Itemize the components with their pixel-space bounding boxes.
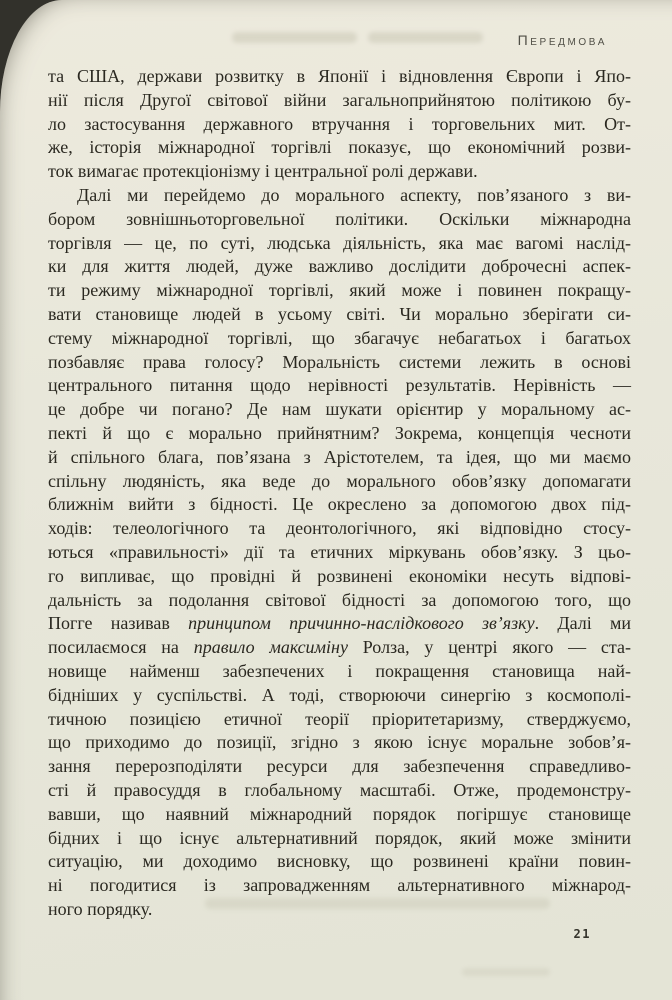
text-line [48, 446, 631, 470]
text-run: центрального питання щодо нерівності результатів. Нерівність — [48, 375, 631, 396]
text-line [48, 517, 631, 541]
text-line [48, 493, 631, 517]
text-run: пекті й що є морально прийнятним? Зокрема, концепція чесноти [48, 422, 631, 443]
text-line [48, 589, 631, 613]
text-run: Погге називав [48, 613, 189, 634]
text-line [48, 113, 631, 137]
text-line [48, 827, 631, 851]
text-run: позбавляє права голосу? Моральність системи лежить в основі [48, 351, 631, 372]
text-run: ло застосування державного втручання і торговельних мит. От- [48, 113, 631, 134]
text-run: це добре чи погано? Де нам шукати орієнтир у моральному ас- [48, 399, 631, 420]
text-run: та США, держави розвитку в Японії і відновлення Європи і Япо- [48, 66, 631, 86]
text-line [48, 803, 631, 827]
show-through-text [368, 32, 483, 43]
text-run: дальність за подолання світової бідності за допомогою того, що [48, 589, 631, 610]
text-run: що приходимо до позиції, згідно з якою існує моральне зобов’я- [48, 732, 631, 753]
text-run: тичною позицією етичної теорії пріоритетаризму, стверджуємо, [48, 708, 631, 729]
text-line [48, 708, 631, 732]
text-line [48, 279, 631, 303]
text-line [48, 208, 631, 232]
italic-run: правило максиміну [193, 637, 348, 658]
text-run: новище найменш забезпечених і покращення становища най- [48, 660, 631, 681]
text-line [48, 565, 631, 589]
text-run: Ролза, у центрі якого — ста- [347, 637, 631, 658]
text-line [48, 255, 631, 279]
text-line [48, 136, 631, 160]
text-run: ного порядку. [48, 898, 153, 919]
text-line [48, 850, 631, 874]
text-line [48, 612, 631, 636]
text-run: Далі ми перейдемо до морального аспекту, пов’язаного з ви- [77, 184, 631, 205]
text-run: ток вимагає протекціонізму і центральної ролі держави. [48, 161, 478, 182]
text-run: посилаємося на [48, 637, 194, 658]
running-head: Передмова [517, 32, 607, 48]
text-line [48, 374, 631, 398]
body-text [48, 65, 631, 922]
text-run: ки для життя людей, дуже важливо дослідити доброчесні аспек- [48, 256, 631, 277]
text-run: й спільного блага, пов’язана з Арістотелем, та ідея, що ми маємо [48, 446, 631, 467]
text-line [48, 541, 631, 565]
text-run: бідніших у суспільстві. А тоді, створюючи синергію з космополі- [48, 684, 631, 705]
text-run: спільну людяність, яка веде до морального обов’язку допомагати [48, 470, 631, 491]
text-line [48, 160, 631, 184]
text-run: ються «правильності» дії та етичних міркувань обов’язку. З цьо- [48, 541, 631, 562]
text-line [48, 422, 631, 446]
text-line [48, 874, 631, 898]
text-run: вавши, що наявний міжнародний порядок погіршує становище [48, 803, 631, 824]
text-line [48, 351, 631, 375]
show-through-text [462, 968, 550, 976]
text-line [48, 731, 631, 755]
text-line [48, 660, 631, 684]
text-run: го випливає, що провідні й розвинені економіки несуть відпові- [48, 565, 631, 586]
italic-run: принципом причинно-наслідкового зв’язку [188, 613, 535, 634]
text-line [48, 89, 631, 113]
text-run: ходів: телеологічного та деонтологічного, які відповідно стосу- [48, 518, 631, 539]
text-line [48, 898, 631, 922]
text-line [48, 636, 631, 660]
text-line [48, 65, 631, 89]
text-run: вати становище людей в усьому світі. Чи морально зберігати си- [48, 303, 631, 324]
text-run: зання перерозподіляти ресурси для забезпечення справедливо- [48, 756, 631, 777]
text-run: бором зовнішньоторговельної політики. Оскільки міжнародна [48, 208, 631, 229]
text-line [48, 303, 631, 327]
text-line [48, 684, 631, 708]
text-line [48, 398, 631, 422]
text-line [48, 184, 631, 208]
show-through-text [232, 32, 357, 43]
text-run: ситуацію, ми доходимо висновку, що розвинені країни повин- [48, 851, 631, 872]
text-run: торгівля — це, по суті, людська діяльність, яка має вагомі наслід- [48, 232, 631, 253]
text-run: ти режиму міжнародної торгівлі, який може і повинен покращу- [48, 280, 631, 301]
text-run: бідних і що існує альтернативний порядок, який може змінити [48, 827, 631, 848]
text-run: ні погодитися із запровадженням альтернативного міжнарод- [48, 875, 631, 896]
text-run: нії після Другої світової війни загальноприйнятою політикою бу- [48, 89, 631, 110]
text-run: стему міжнародної торгівлі, що збагачує небагатьох і багатьох [48, 327, 631, 348]
page-number: 21 [573, 927, 591, 941]
text-run: ближнім вийти з бідності. Це окреслено за допомогою двох під- [48, 494, 631, 515]
text-line [48, 470, 631, 494]
text-run: . Далі ми [534, 613, 631, 634]
text-run: же, історія міжнародної торгівлі показує, що економічний розви- [48, 137, 631, 158]
text-line [48, 232, 631, 256]
text-line [48, 779, 631, 803]
text-line [48, 755, 631, 779]
text-run: сті й правосуддя в глобальному масштабі. Отже, продемонстру- [48, 779, 631, 800]
text-line [48, 327, 631, 351]
